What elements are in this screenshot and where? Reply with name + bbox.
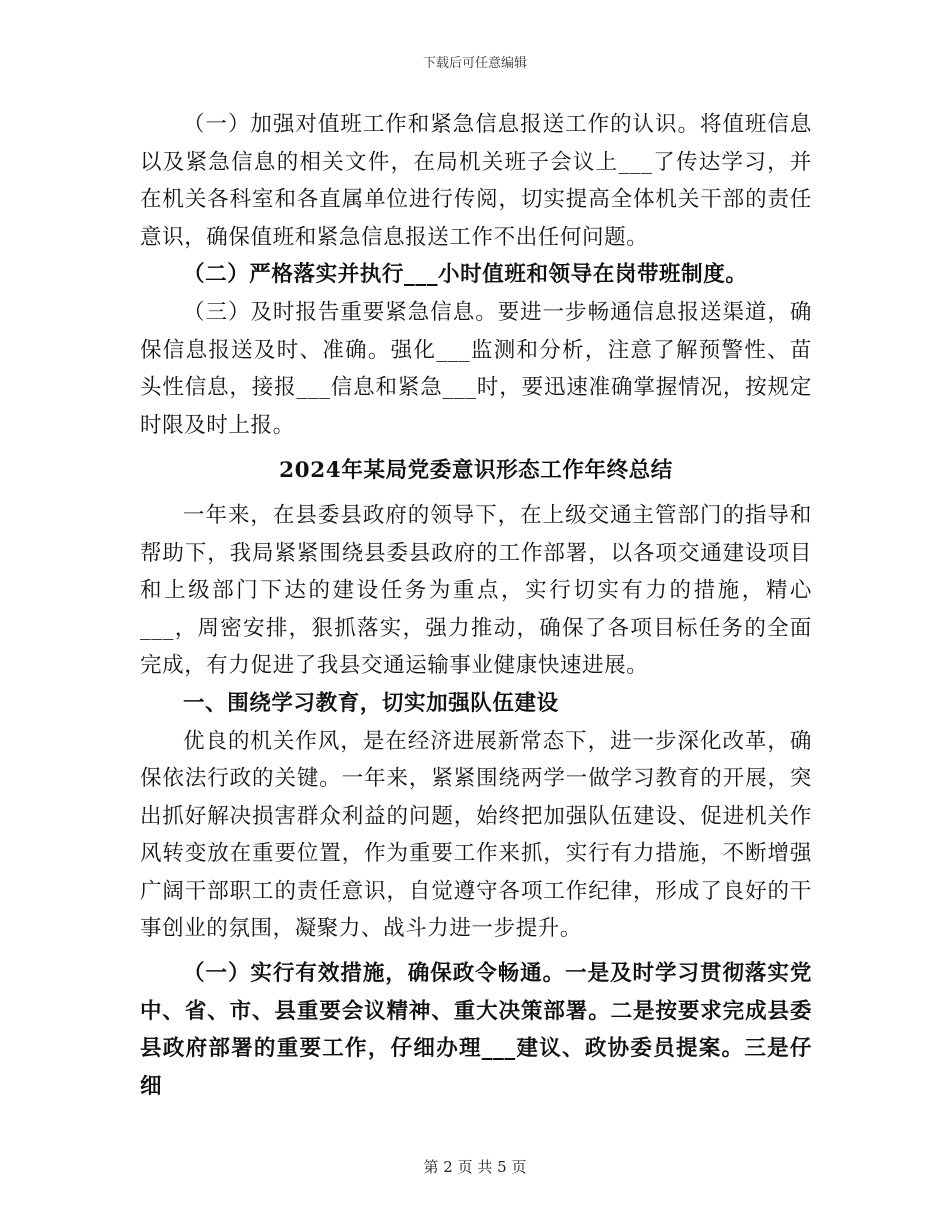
document-title: 2024年某局党委意识形态工作年终总结 [279, 458, 673, 484]
paragraph-intro: 一年来，在县委县政府的领导下，在上级交通主管部门的指导和帮助下，我局紧紧围绕县委县政府的工作部署，以各项交通建设项目和上级部门下达的建设任务为重点，实行切实有力的措施，精心___，周密安排，狠抓落实，强力推动，确保了各项目标任务的全面完成，有力促进了我县交通运输事业健康快速进展。 [140, 502, 812, 679]
paragraph-work-style: 优良的机关作风，是在经济进展新常态下，进一步深化改革，确保依法行政的关键。一年来，紧紧围绕两学一做学习教育的开展，突出抓好解决损害群众利益的问题，始终把加强队伍建设、促进机关作风转变放在重要位置，作为重要工作来抓，实行有力措施，不断增强广阔干部职工的责任意识，自觉遵守各项工作纪律，形成了良好的干事创业的氛围，凝聚力、战斗力进一步提升。 [140, 728, 812, 942]
document-body [140, 106, 812, 1105]
paragraph-duty-system: （二）严格落实并执行___小时值班和领导在岗带班制度。 [183, 262, 748, 288]
download-note: 下载后可任意编辑 [422, 56, 527, 71]
paragraph-emergency-report: （三）及时报告重要紧急信息。要进一步畅通信息报送渠道，确保信息报送及时、准确。强化___监测和分析，注意了解预警性、苗头性信息，接报___信息和紧急___时，要迅速准确掌握情况，按规定时限及时上报。 [140, 299, 812, 438]
section-heading-1: 一、围绕学习教育，切实加强队伍建设 [183, 690, 559, 716]
spacer [140, 948, 812, 955]
paragraph-duty-awareness: （一）加强对值班工作和紧急信息报送工作的认识。将值班信息以及紧急信息的相关文件，在局机关班子会议上___了传达学习，并在机关各科室和各直属单位进行传阅，切实提高全体机关干部的责任意识，确保值班和紧急信息报送工作不出任何问题。 [140, 112, 812, 250]
paragraph-measures: （一）实行有效措施，确保政令畅通。一是及时学习贯彻落实党中、省、市、县重要会议精神、重大决策部署。二是按要求完成县委县政府部署的重要工作，仔细办理___建议、政协委员提案。三是仔细 [140, 961, 812, 1099]
page-number: 第 2 页 共 5 页 [423, 1158, 527, 1176]
